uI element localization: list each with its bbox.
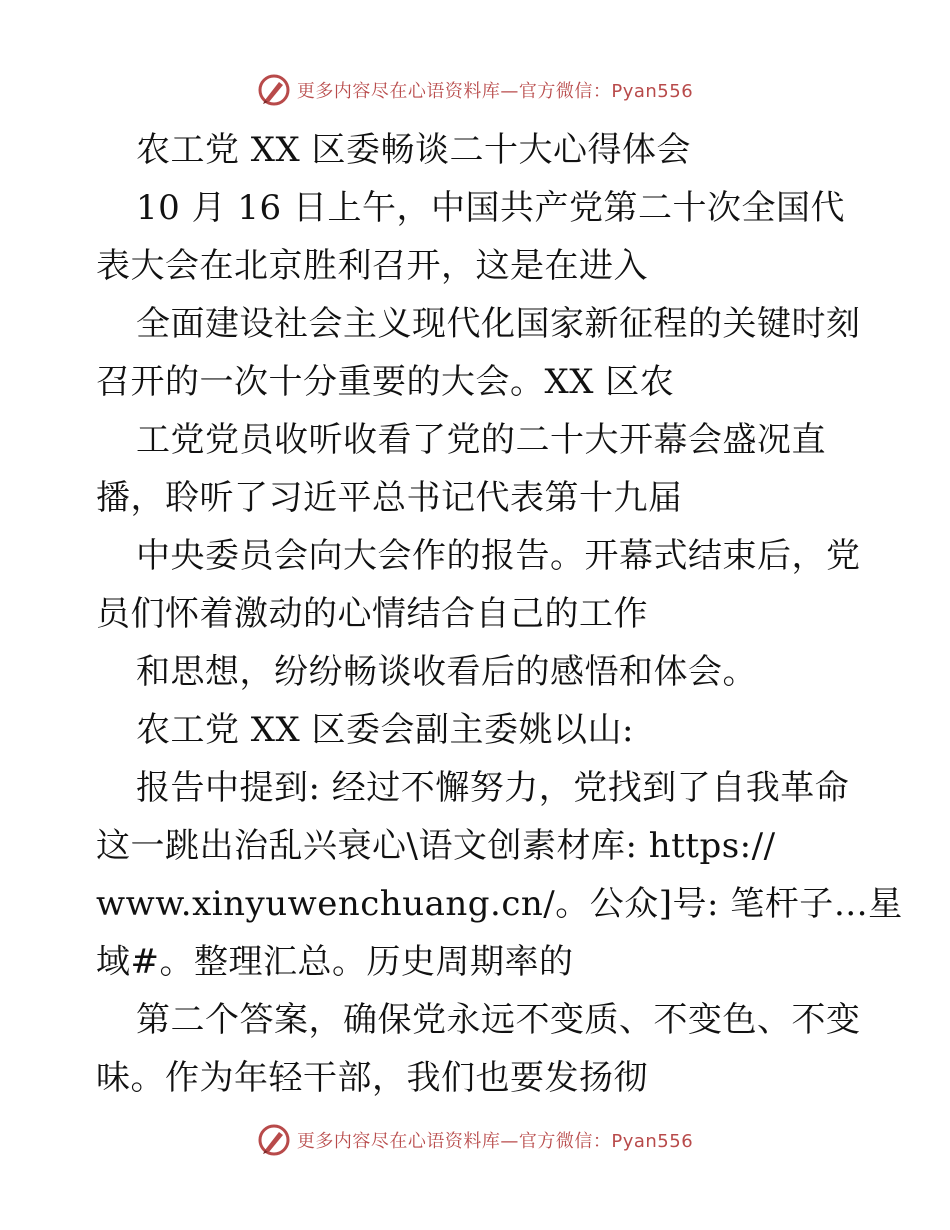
text-line: 报告中提到: 经过不懈努力，党找到了自我革命 xyxy=(136,768,850,808)
quill-pen-circle-icon xyxy=(257,1123,291,1157)
document-body xyxy=(96,121,903,1107)
text-line: 表大会在北京胜利召开，这是在进入 xyxy=(96,246,648,286)
text-line: 域#。整理汇总。历史周期率的 xyxy=(96,942,574,982)
quill-pen-circle-icon xyxy=(257,73,291,107)
text-line: 农工党 XX 区委会副主委姚以山: xyxy=(136,710,634,750)
footer-banner xyxy=(0,1120,950,1160)
text-line: 员们怀着激动的心情结合自己的工作 xyxy=(96,594,648,634)
text-line: 全面建设社会主义现代化国家新征程的关键时刻 xyxy=(136,304,861,344)
text-line: 工党党员收听收看了党的二十大开幕会盛况直 xyxy=(136,420,826,460)
text-line: 10 月 16 日上午，中国共产党第二十次全国代 xyxy=(136,188,845,228)
text-line: 和思想，纷纷畅谈收看后的感悟和体会。 xyxy=(136,652,757,692)
text-line: www.xinyuwenchuang.cn/。公众]号: 笔杆子…星 xyxy=(96,884,903,924)
text-line: 中央委员会向大会作的报告。开幕式结束后，党 xyxy=(136,536,861,576)
text-line: 味。作为年轻干部，我们也要发扬彻 xyxy=(96,1058,648,1098)
document-title: 农工党 XX 区委畅谈二十大心得体会 xyxy=(136,130,692,170)
text-line: 召开的一次十分重要的大会。XX 区农 xyxy=(96,362,675,402)
banner-text: 更多内容尽在心语资料库—官方微信：Pyan556 xyxy=(296,81,694,102)
header-banner xyxy=(0,70,950,110)
text-line: 播，聆听了习近平总书记代表第十九届 xyxy=(96,478,683,518)
banner-text: 更多内容尽在心语资料库—官方微信：Pyan556 xyxy=(296,1131,694,1152)
text-line: 这一跳出治乱兴衰心\语文创素材库: https:// xyxy=(96,826,776,866)
text-line: 第二个答案，确保党永远不变质、不变色、不变 xyxy=(136,1000,861,1040)
